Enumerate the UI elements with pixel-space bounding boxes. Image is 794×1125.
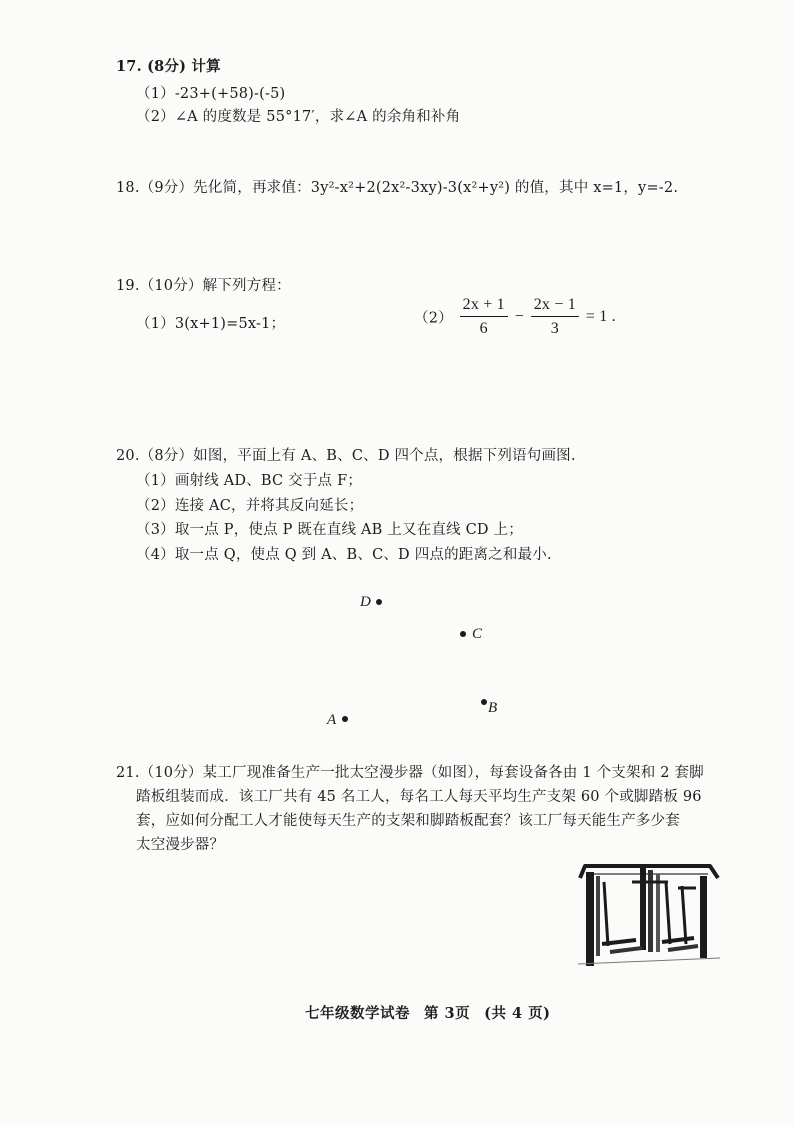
fraction-1-numerator: 2x + 1 [460, 296, 508, 317]
q21-line3: 套，应如何分配工人才能使每天生产的支架和脚踏板配套？该工厂每天能生产多少套 [136, 813, 680, 829]
footer-subject: 七年级数学试卷 [305, 1005, 410, 1022]
fraction-2-numerator: 2x − 1 [531, 296, 579, 317]
q21-line4: 太空漫步器？ [136, 837, 225, 853]
fraction-2-denominator: 3 [550, 320, 559, 337]
point-d [376, 599, 382, 605]
fraction-1-denominator: 6 [479, 320, 488, 337]
point-b-label: B [488, 700, 498, 716]
footer-total-pages: (共 4 页) [484, 1005, 551, 1022]
q19-part2 [414, 296, 616, 338]
point-a [342, 716, 348, 722]
q21-line2: 踏板组装而成．该工厂共有 45 名工人，每名工人每天平均生产支架 60 个或脚踏板 96 [136, 789, 702, 805]
q21-line1: 21.（10分）某工厂现准备生产一批太空漫步器（如图），每套设备各由 1 个支架和 2 套脚 [116, 765, 704, 781]
fraction-1 [460, 296, 508, 338]
q19-title: 19.（10分）解下列方程： [116, 278, 291, 294]
q17-part1: （1）-23+(+58)-(-5) [136, 86, 286, 102]
minus-sign: − [514, 308, 524, 325]
q20-title: 20.（8分）如图，平面上有 A、B、C、D 四个点，根据下列语句画图. [116, 448, 576, 464]
q20-step1: （1）画射线 AD、BC 交于点 F； [136, 473, 363, 489]
space-walker-figure [570, 858, 730, 968]
point-b [481, 699, 487, 705]
point-c-label: C [472, 626, 483, 642]
point-c [460, 631, 466, 637]
point-d-label: D [360, 594, 371, 610]
footer-page-number: 第 3页 [424, 1005, 471, 1022]
q20-step4: （4）取一点 Q，使点 Q 到 A、B、C、D 四点的距离之和最小. [136, 547, 552, 563]
q17-part2: （2）∠A 的度数是 55°17′，求∠A 的余角和补角 [136, 109, 461, 125]
q18-title: 18.（9分）先化简，再求值：3y²-x²+2(2x²-3xy)-3(x²+y²) 的值，其中 x=1，y=-2. [116, 180, 679, 196]
q19-part2-label: （2） [414, 310, 453, 327]
point-a-label: A [327, 712, 337, 728]
fraction-2 [531, 296, 579, 338]
equation-rhs: = 1 . [585, 308, 616, 325]
q20-step3: （3）取一点 P，使点 P 既在直线 AB 上又在直线 CD 上； [136, 522, 523, 538]
q20-step2: （2）连接 AC，并将其反向延长； [136, 498, 364, 514]
page-footer [305, 1002, 565, 1023]
q17-title: 17. (8分) 计算 [116, 58, 221, 75]
q19-part1: （1）3(x+1)=5x-1； [136, 316, 286, 332]
